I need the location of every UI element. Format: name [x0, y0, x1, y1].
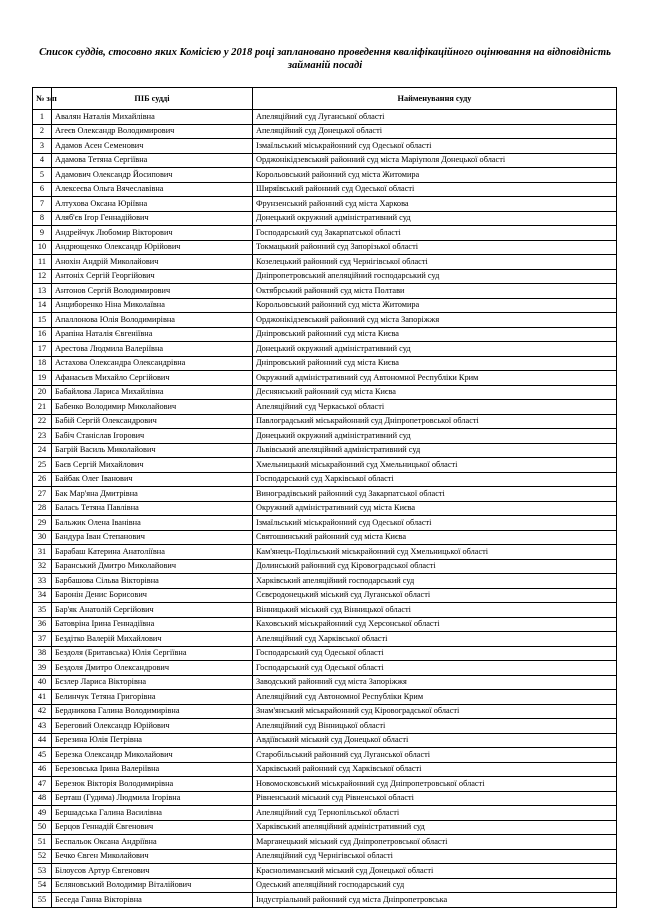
judge-name: Бечко Євген Миколайович	[52, 849, 253, 864]
row-number: 43	[33, 719, 52, 734]
row-number: 23	[33, 429, 52, 444]
judge-name: Алтухова Оксана Юріївна	[52, 197, 253, 212]
row-number: 14	[33, 298, 52, 313]
table-row	[33, 371, 617, 386]
row-number: 52	[33, 849, 52, 864]
judge-name: Агеєв Олександр Володимирович	[52, 124, 253, 139]
row-number: 19	[33, 371, 52, 386]
row-number: 27	[33, 487, 52, 502]
court-name: Господарський суд Одеської області	[253, 661, 617, 676]
row-number: 38	[33, 646, 52, 661]
judge-name: Афанасьєв Михайло Сергійович	[52, 371, 253, 386]
table-row	[33, 632, 617, 647]
table-row	[33, 704, 617, 719]
court-name: Апеляційний суд Донецької області	[253, 124, 617, 139]
row-number: 7	[33, 197, 52, 212]
table-row	[33, 153, 617, 168]
row-number: 13	[33, 284, 52, 299]
table-row	[33, 545, 617, 560]
row-number: 28	[33, 501, 52, 516]
row-number: 21	[33, 400, 52, 415]
row-number: 6	[33, 182, 52, 197]
judge-name: Байбак Олег Іванович	[52, 472, 253, 487]
judge-name: Баронін Денис Борисович	[52, 588, 253, 603]
row-number: 31	[33, 545, 52, 560]
row-number: 5	[33, 168, 52, 183]
table-row	[33, 588, 617, 603]
judge-name: Бездітко Валерій Михайлович	[52, 632, 253, 647]
row-number: 26	[33, 472, 52, 487]
row-number: 34	[33, 588, 52, 603]
table-row	[33, 313, 617, 328]
court-name: Ізмаїльський міськрайонний суд Одеської області	[253, 516, 617, 531]
row-number: 22	[33, 414, 52, 429]
row-number: 33	[33, 574, 52, 589]
court-name: Заводський районний суд міста Запоріжжя	[253, 675, 617, 690]
court-name: Апеляційний суд Вінницької області	[253, 719, 617, 734]
court-name: Павлоградський міськрайонний суд Дніпропетровської області	[253, 414, 617, 429]
row-number: 45	[33, 748, 52, 763]
row-number: 35	[33, 603, 52, 618]
row-number: 39	[33, 661, 52, 676]
row-number: 37	[33, 632, 52, 647]
court-name: Апеляційний суд Автономної Республіки Крим	[253, 690, 617, 705]
table-row	[33, 617, 617, 632]
court-name: Харківський апеляційний адміністративний суд	[253, 820, 617, 835]
table-row	[33, 429, 617, 444]
table-row	[33, 733, 617, 748]
document-title-line-1: Список суддів, стосовно яких Комісією у 2018 році заплановано проведення кваліфікаційного оцінювання на відповідність	[39, 47, 611, 58]
court-name: Токмацький районний суд Запорізької області	[253, 240, 617, 255]
judge-name: Берцов Геннадій Євгенович	[52, 820, 253, 835]
court-name: Дніпропетровський апеляційний господарський суд	[253, 269, 617, 284]
judge-name: Березюк Вікторія Володимирівна	[52, 777, 253, 792]
row-number: 17	[33, 342, 52, 357]
court-name: Краснолиманський міський суд Донецької області	[253, 864, 617, 879]
header-court: Найменування суду	[253, 88, 617, 110]
judge-name: Анохін Андрій Миколайович	[52, 255, 253, 270]
row-number: 1	[33, 110, 52, 125]
judge-name: Антоніх Сергій Георгійович	[52, 269, 253, 284]
table-row	[33, 777, 617, 792]
judge-name: Баєв Сергій Михайлович	[52, 458, 253, 473]
table-row	[33, 574, 617, 589]
row-number: 48	[33, 791, 52, 806]
header-num: № з/п	[33, 88, 52, 110]
court-name: Апеляційний суд Тернопільської області	[253, 806, 617, 821]
court-name: Окружний адміністративний суд Автономної Республіки Крим	[253, 371, 617, 386]
table-row	[33, 255, 617, 270]
judge-name: Аляб'єв Ігор Геннадійович	[52, 211, 253, 226]
judge-name: Багрій Василь Миколайович	[52, 443, 253, 458]
table-row	[33, 414, 617, 429]
judge-name: Арестова Людмила Валеріївна	[52, 342, 253, 357]
row-number: 29	[33, 516, 52, 531]
court-name: Ізмаїльський міськрайонний суд Одеської області	[253, 139, 617, 154]
judge-name: Андрющенко Олександр Юрійович	[52, 240, 253, 255]
judge-name: Бершадська Галина Василівна	[52, 806, 253, 821]
court-name: Господарський суд Одеської області	[253, 646, 617, 661]
row-number: 10	[33, 240, 52, 255]
table-row	[33, 762, 617, 777]
judge-name: Берташ (Гудима) Людмила Ігорівна	[52, 791, 253, 806]
table-row	[33, 864, 617, 879]
court-name: Деснянський районний суд міста Києва	[253, 385, 617, 400]
court-name: Індустріальний районний суд міста Дніпропетровська	[253, 893, 617, 908]
court-name: Фрунзенський районний суд міста Харкова	[253, 197, 617, 212]
table-row	[33, 458, 617, 473]
row-number: 2	[33, 124, 52, 139]
judge-name: Березка Олександр Миколайович	[52, 748, 253, 763]
judge-name: Бабій Сергій Олександрович	[52, 414, 253, 429]
judge-name: Авалян Наталія Михайлівна	[52, 110, 253, 125]
judge-name: Бабайлова Лариса Михайлівна	[52, 385, 253, 400]
row-number: 54	[33, 878, 52, 893]
judge-name: Арапіна Наталія Євгеніївна	[52, 327, 253, 342]
judge-name: Бездоля Дмитро Олександрович	[52, 661, 253, 676]
table-row	[33, 791, 617, 806]
court-name: Господарський суд Харківської області	[253, 472, 617, 487]
court-name: Окружний адміністративний суд міста Києва	[253, 501, 617, 516]
court-name: Апеляційний суд Черкаської області	[253, 400, 617, 415]
judge-name: Бєляновський Володимир Віталійович	[52, 878, 253, 893]
table-row	[33, 820, 617, 835]
table-row	[33, 501, 617, 516]
judge-name: Адамов Асен Семенович	[52, 139, 253, 154]
court-name: Ширяївський районний суд Одеської області	[253, 182, 617, 197]
table-row	[33, 139, 617, 154]
table-row	[33, 559, 617, 574]
court-name: Апеляційний суд Чернігівської області	[253, 849, 617, 864]
judge-name: Бандура Іван Степанович	[52, 530, 253, 545]
table-row	[33, 690, 617, 705]
judge-name: Антонов Сергій Володимирович	[52, 284, 253, 299]
document-title	[30, 46, 620, 72]
judge-name: Білоусов Артур Євгенович	[52, 864, 253, 879]
judge-name: Андрейчук Любомир Вікторович	[52, 226, 253, 241]
table-row	[33, 661, 617, 676]
judge-name: Барабаш Катерина Анатоліївна	[52, 545, 253, 560]
court-name: Донецький окружний адміністративний суд	[253, 429, 617, 444]
court-name: Октябрський районний суд міста Полтави	[253, 284, 617, 299]
table-body	[33, 110, 617, 908]
table-row	[33, 356, 617, 371]
judges-table	[32, 87, 617, 908]
table-row	[33, 878, 617, 893]
court-name: Орджонікідзевський районний суд міста Маріуполя Донецької області	[253, 153, 617, 168]
court-name: Старобільський районний суд Луганської області	[253, 748, 617, 763]
table-row	[33, 443, 617, 458]
court-name: Одеський апеляційний господарський суд	[253, 878, 617, 893]
court-name: Кам'янець-Подільський міськрайонний суд Хмельницької області	[253, 545, 617, 560]
judge-name: Барбашова Сільва Вікторівна	[52, 574, 253, 589]
table-row	[33, 835, 617, 850]
row-number: 51	[33, 835, 52, 850]
court-name: Харківський районний суд Харківської області	[253, 762, 617, 777]
judge-name: Березовська Ірина Валеріївна	[52, 762, 253, 777]
row-number: 44	[33, 733, 52, 748]
row-number: 55	[33, 893, 52, 908]
judge-name: Алексеєва Ольга Вячеславівна	[52, 182, 253, 197]
table-row	[33, 197, 617, 212]
court-name: Авдіївський міський суд Донецької області	[253, 733, 617, 748]
table-row	[33, 806, 617, 821]
row-number: 11	[33, 255, 52, 270]
row-number: 46	[33, 762, 52, 777]
court-name: Дніпровський районний суд міста Києва	[253, 356, 617, 371]
court-name: Сєвєродонецький міський суд Луганської області	[253, 588, 617, 603]
court-name: Корольовський районний суд міста Житомира	[253, 168, 617, 183]
court-name: Козелецький районний суд Чернігівської області	[253, 255, 617, 270]
judge-name: Бальжик Олена Іванівна	[52, 516, 253, 531]
judge-name: Баранський Дмитро Миколайович	[52, 559, 253, 574]
table-row	[33, 400, 617, 415]
row-number: 47	[33, 777, 52, 792]
table-row	[33, 240, 617, 255]
table-row	[33, 530, 617, 545]
row-number: 20	[33, 385, 52, 400]
table-row	[33, 342, 617, 357]
judge-name: Адамова Тетяна Сергіївна	[52, 153, 253, 168]
table-row	[33, 472, 617, 487]
court-name: Апеляційний суд Луганської області	[253, 110, 617, 125]
row-number: 4	[33, 153, 52, 168]
row-number: 16	[33, 327, 52, 342]
table-row	[33, 893, 617, 908]
table-row	[33, 646, 617, 661]
judge-name: Апаллонова Юлія Володимирівна	[52, 313, 253, 328]
court-name: Львівський апеляційний адміністративний суд	[253, 443, 617, 458]
court-name: Корольовський районний суд міста Житомира	[253, 298, 617, 313]
court-name: Долинський районний суд Кіровоградської області	[253, 559, 617, 574]
row-number: 12	[33, 269, 52, 284]
judge-name: Береговий Олександр Юрійович	[52, 719, 253, 734]
table-row	[33, 516, 617, 531]
table-row	[33, 327, 617, 342]
table-row	[33, 719, 617, 734]
row-number: 40	[33, 675, 52, 690]
court-name: Каховський міськрайонний суд Херсонської області	[253, 617, 617, 632]
table-row	[33, 168, 617, 183]
table-row	[33, 849, 617, 864]
row-number: 41	[33, 690, 52, 705]
judge-name: Астахова Олександра Олександрівна	[52, 356, 253, 371]
table-row	[33, 748, 617, 763]
table-row	[33, 487, 617, 502]
row-number: 53	[33, 864, 52, 879]
judge-name: Бєзлер Лариса Вікторівна	[52, 675, 253, 690]
table-header-row	[33, 88, 617, 110]
judge-name: Березина Юлія Петрівна	[52, 733, 253, 748]
court-name: Донецький окружний адміністративний суд	[253, 211, 617, 226]
court-name: Знам'янський міськрайонний суд Кіровоградської області	[253, 704, 617, 719]
judge-name: Бабенко Володимир Миколайович	[52, 400, 253, 415]
row-number: 30	[33, 530, 52, 545]
judge-name: Бак Мар'яна Дмитрівна	[52, 487, 253, 502]
table-row	[33, 385, 617, 400]
judge-name: Балась Тетяна Павлівна	[52, 501, 253, 516]
table-row	[33, 298, 617, 313]
judge-name: Бездоля (Бритавська) Юлія Сергіївна	[52, 646, 253, 661]
judge-name: Бар'як Анатолій Сергійович	[52, 603, 253, 618]
document-title-line-2: займаній посаді	[287, 60, 363, 71]
table-row	[33, 226, 617, 241]
court-name: Господарський суд Закарпатської області	[253, 226, 617, 241]
court-name: Святошинський районний суд міста Києва	[253, 530, 617, 545]
judge-name: Беспальок Оксана Андріївна	[52, 835, 253, 850]
judge-name: Белинчук Тетяна Григорівна	[52, 690, 253, 705]
row-number: 50	[33, 820, 52, 835]
row-number: 49	[33, 806, 52, 821]
table-row	[33, 124, 617, 139]
court-name: Марганецький міський суд Дніпропетровської області	[253, 835, 617, 850]
court-name: Дніпровський районний суд міста Києва	[253, 327, 617, 342]
row-number: 15	[33, 313, 52, 328]
court-name: Орджонікідзевський районний суд міста Запоріжжя	[253, 313, 617, 328]
court-name: Виноградівський районний суд Закарпатської області	[253, 487, 617, 502]
court-name: Рівненський міський суд Рівненської області	[253, 791, 617, 806]
row-number: 42	[33, 704, 52, 719]
table-row	[33, 182, 617, 197]
court-name: Донецький окружний адміністративний суд	[253, 342, 617, 357]
row-number: 24	[33, 443, 52, 458]
court-name: Харківський апеляційний господарський суд	[253, 574, 617, 589]
judge-name: Беседа Ганна Вікторівна	[52, 893, 253, 908]
judge-name: Бердникова Галина Володимирівна	[52, 704, 253, 719]
table-row	[33, 284, 617, 299]
table-row	[33, 603, 617, 618]
row-number: 3	[33, 139, 52, 154]
judge-name: Адамович Олександр Йосипович	[52, 168, 253, 183]
row-number: 8	[33, 211, 52, 226]
court-name: Вінницький міський суд Вінницької області	[253, 603, 617, 618]
judge-name: Бабіч Станіслав Ігорович	[52, 429, 253, 444]
table-row	[33, 675, 617, 690]
row-number: 36	[33, 617, 52, 632]
judge-name: Батовріна Ірина Геннадіївна	[52, 617, 253, 632]
table-row	[33, 269, 617, 284]
row-number: 32	[33, 559, 52, 574]
court-name: Апеляційний суд Харківської області	[253, 632, 617, 647]
row-number: 9	[33, 226, 52, 241]
row-number: 25	[33, 458, 52, 473]
table-row	[33, 211, 617, 226]
header-name: ПІБ судді	[52, 88, 253, 110]
court-name: Хмельницький міськрайонний суд Хмельницької області	[253, 458, 617, 473]
table-row	[33, 110, 617, 125]
court-name: Новомосковський міськрайонний суд Дніпропетровської області	[253, 777, 617, 792]
row-number: 18	[33, 356, 52, 371]
judge-name: Анцибоpенко Ніна Миколаївна	[52, 298, 253, 313]
